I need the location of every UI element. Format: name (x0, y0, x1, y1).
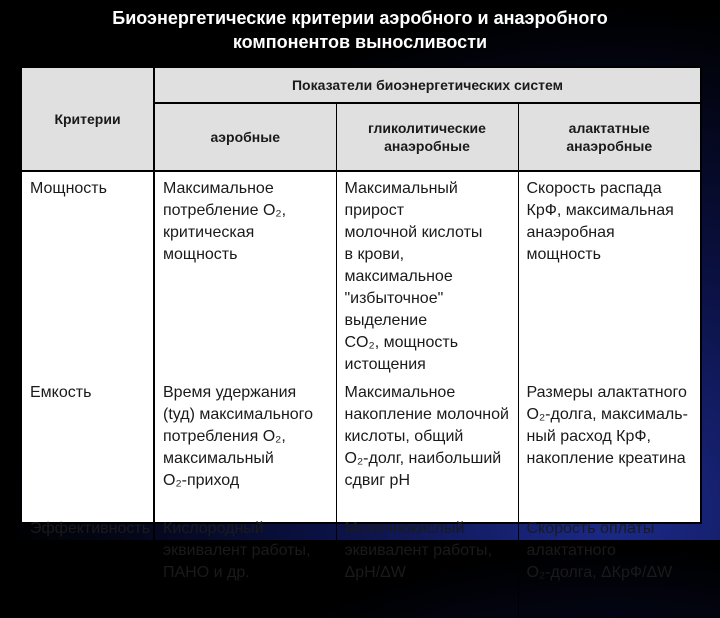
column-header-aerobic: аэробные (154, 103, 336, 171)
table-cell: Кислородный эквивалент работы, ПАНО и др. (163, 520, 311, 581)
table-cell: Максимальное накопление молочной кислоты, общий O₂-долг, наибольший сдвиг pH (336, 376, 518, 512)
table-cell: Время удержания (tуд) максимального потребления O₂, максимальный O₂-приход (163, 384, 314, 489)
row-criterion: Эффективность (22, 512, 154, 618)
table-row (22, 171, 700, 376)
slide-title-line-1: Биоэнергетические критерии аэробного и анаэробного (112, 8, 608, 28)
table-row (22, 512, 700, 618)
column-header-glycolytic: гликолитические анаэробные (336, 103, 518, 171)
slide-title-line-2: компонентов выносливости (232, 32, 488, 52)
row-criterion: Мощность (22, 171, 154, 376)
table-cell: Максимальное потребление O₂, критическая мощность (163, 180, 287, 263)
criteria-header: Критерии (22, 68, 154, 171)
table-cell: Максимальный прирост молочной кислоты в крови, максимальное "избыточное" выделение CO₂, мощность истощения (336, 171, 518, 376)
table-cell: Скорость оплаты алактатного O₂-долга, ΔКрФ/ΔW (526, 520, 673, 581)
column-header-alactic: алактатные анаэробные (518, 103, 700, 171)
table-cell: Молочнокислый эквивалент работы, ΔpH/ΔW (336, 512, 518, 618)
criteria-table (22, 68, 700, 618)
table-cell: Размеры алактатного O₂-долга, максималь- ный расход КрФ, накопление креатина (526, 384, 688, 467)
group-header: Показатели биоэнергетических систем (154, 68, 700, 103)
table-cell: Скорость распада КрФ, максимальная анаэробная мощность (526, 180, 674, 263)
row-criterion: Емкость (22, 376, 154, 512)
table-row (22, 376, 700, 512)
slide-title (0, 6, 720, 54)
criteria-table-container (20, 66, 702, 581)
